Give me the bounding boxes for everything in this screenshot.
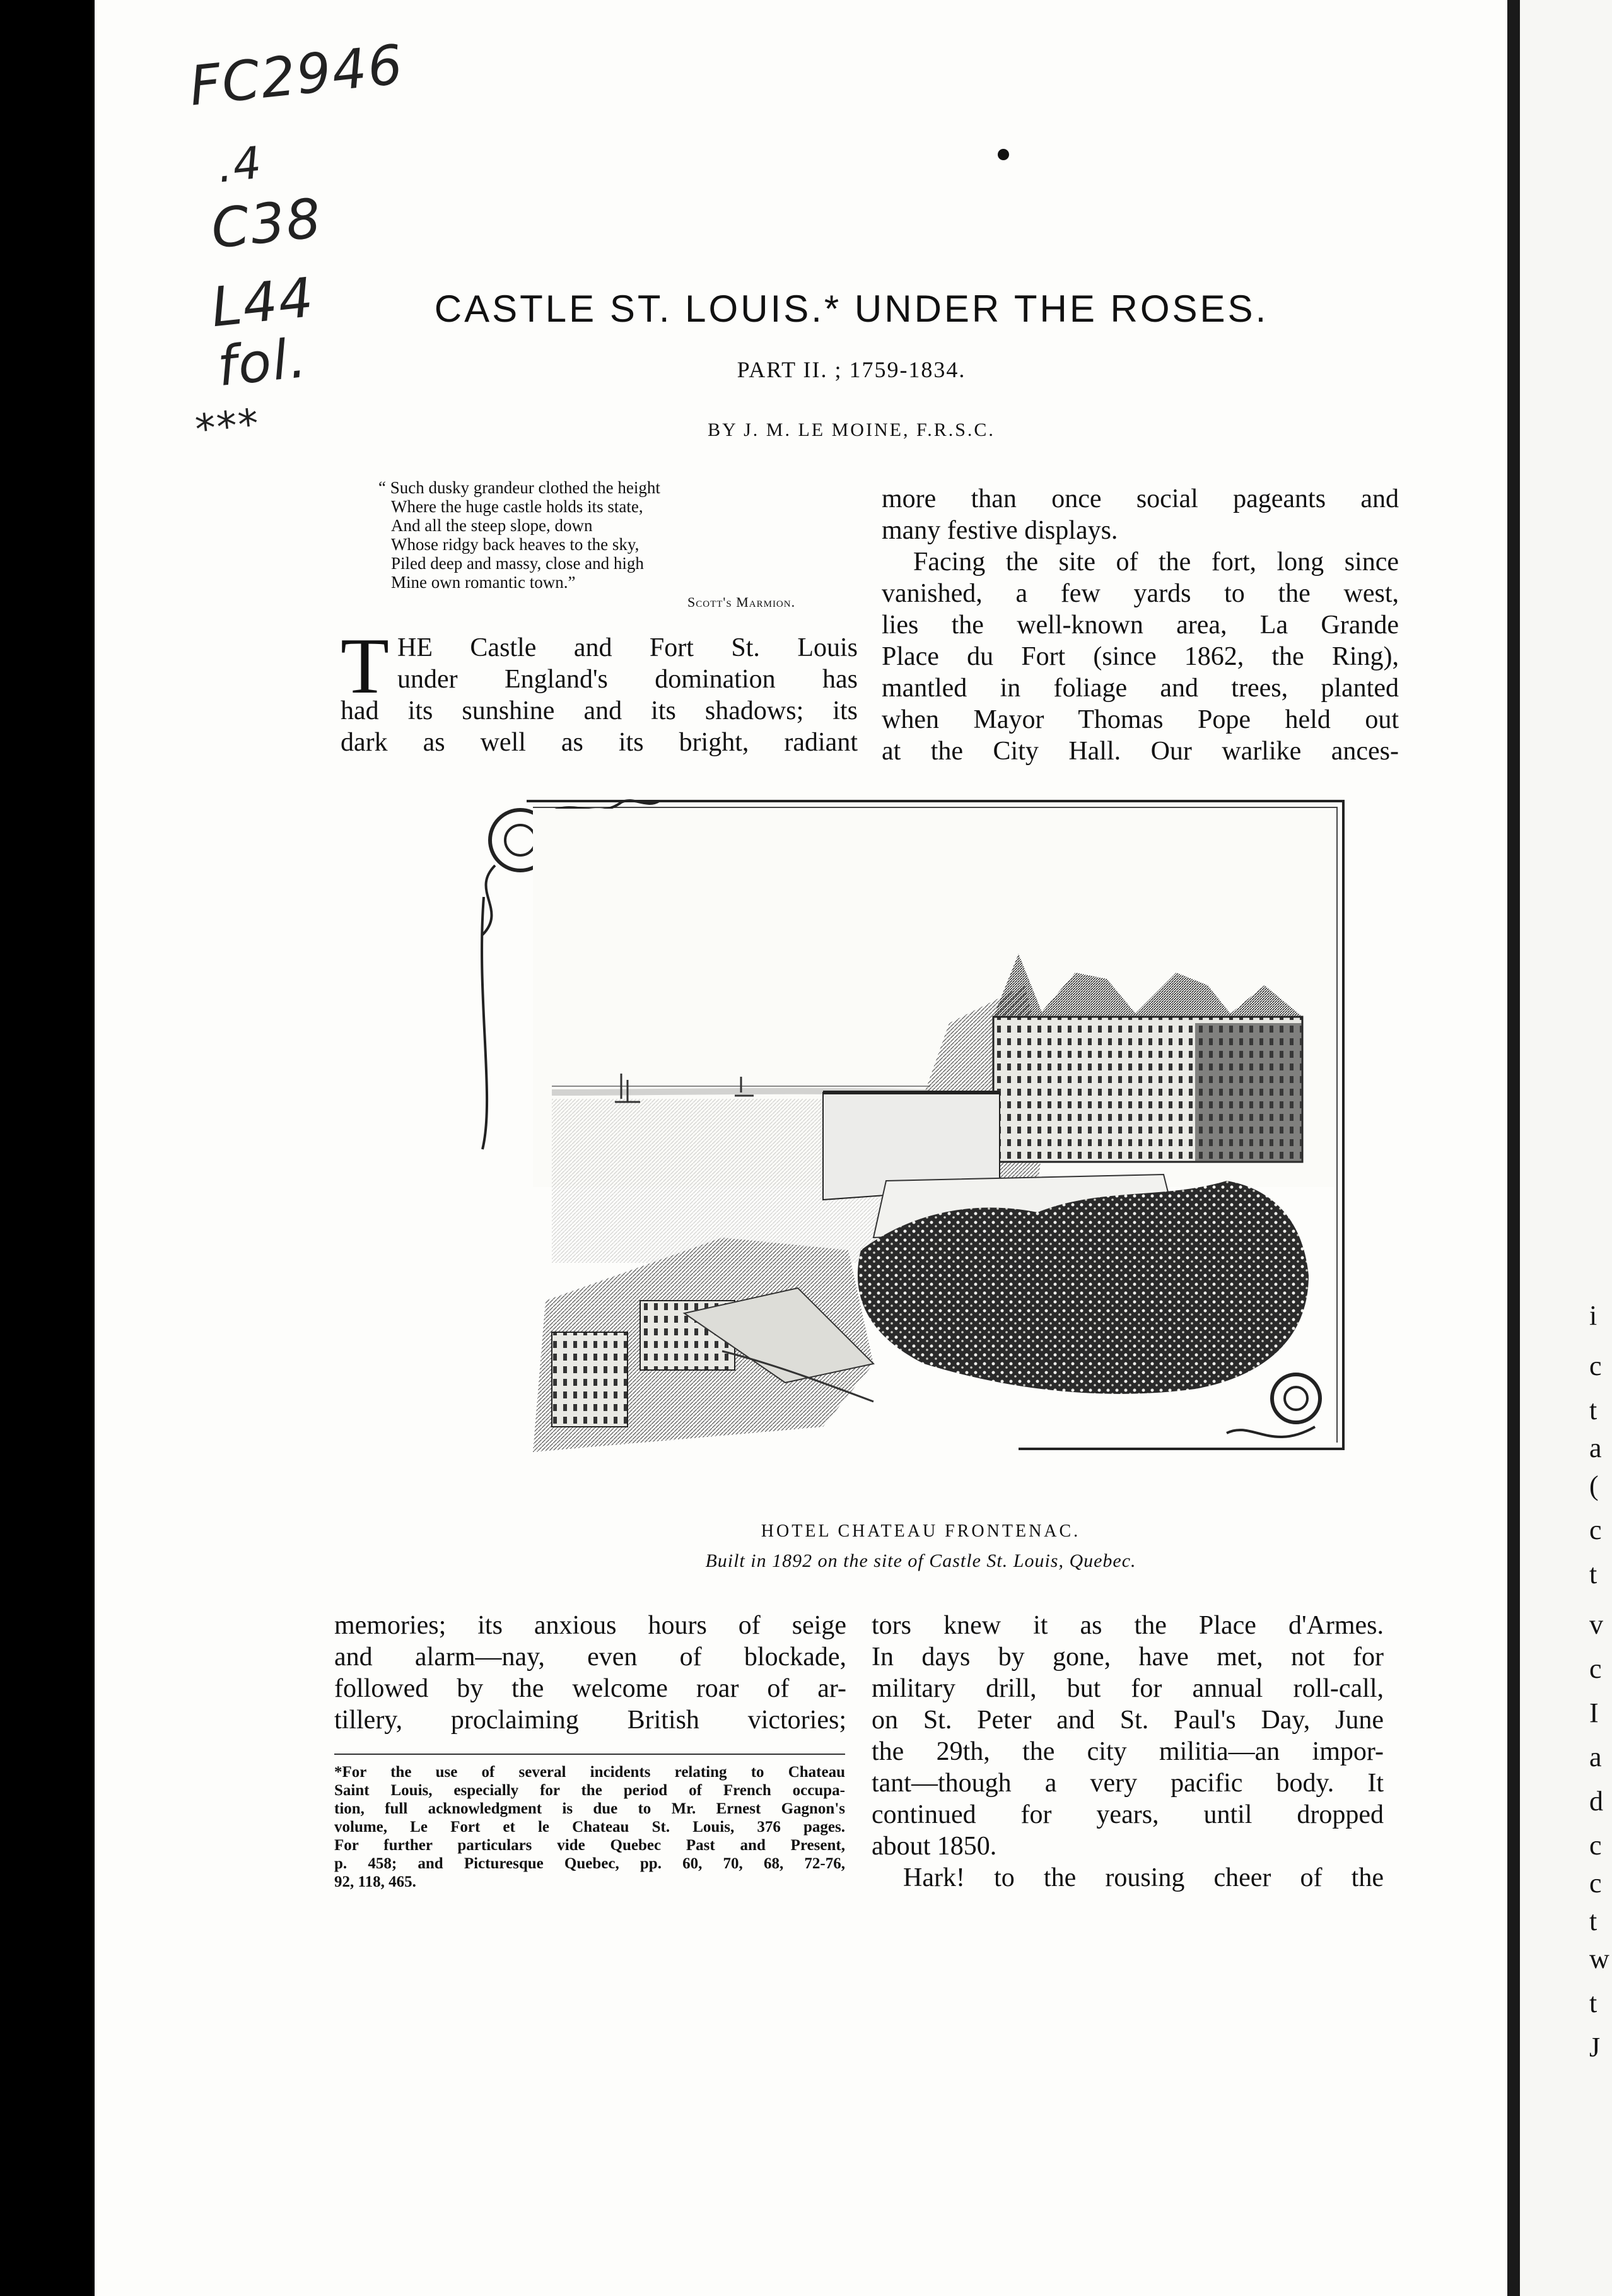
right-column-bottom [872,1610,1384,1894]
epigraph-line: Mine own romantic town.” [391,573,576,592]
body-line: dark as well as its bright, radiant [341,728,858,757]
right-column-top [882,483,1399,767]
body-line: about 1850. [872,1832,997,1861]
body-line: lies the well-known area, La Grande [882,611,1399,640]
body-line: when Mayor Thomas Pope held out [882,705,1399,734]
epigraph-line: Whose ridgy back heaves to the sky, [391,535,640,554]
body-line: In days by gone, have met, not for [872,1643,1384,1672]
adjacent-page-letter: c [1589,1830,1602,1861]
adjacent-page-letter: a [1589,1742,1602,1772]
body-line: military drill, but for annual roll-call, [872,1674,1384,1703]
adjacent-page-letter: c [1589,1350,1602,1381]
body-line: tors knew it as the Place d'Armes. [872,1611,1384,1640]
body-line: tillery, proclaiming British victories; [334,1706,846,1735]
body-line: more than once social pageants and [882,484,1399,513]
margin-note-4: L44 [208,266,318,340]
epigraph-line: And all the steep slope, down [391,516,593,535]
body-line: mantled in foliage and trees, planted [882,674,1399,703]
footnote-line: p. 458; and Picturesque Quebec, pp. 60, 70, 68, 72-76, [334,1855,845,1872]
ink-dot [998,149,1009,160]
margin-note-6: *** [193,400,262,454]
epigraph-source: Scott's Marmion. [687,594,796,610]
epigraph-line: “ Such dusky grandeur clothed the height [378,478,660,497]
adjacent-page-letter: I [1589,1697,1599,1728]
body-line: Hark! to the rousing cheer of the [903,1863,1384,1892]
adjacent-page-letter: c [1589,1653,1602,1684]
figure-caption-title: HOTEL CHATEAU FRONTENAC. [761,1521,1081,1541]
margin-note-5: fol. [214,326,310,399]
body-line: Facing the site of the fort, long since [913,548,1399,577]
adjacent-page-letter: v [1589,1609,1603,1640]
footnote-line: volume, Le Fort et le Chateau St. Louis, 376 pages. [334,1819,845,1836]
adjacent-page-letter: t [1589,1988,1597,2018]
left-column-bottom [334,1610,846,1736]
body-line: followed by the welcome roar of ar- [334,1674,846,1703]
body-line: on St. Peter and St. Paul's Day, June [872,1706,1384,1735]
adjacent-page-letter: i [1589,1300,1597,1331]
footnote-line: For further particulars vide Quebec Past and Present, [334,1837,845,1854]
adjacent-page-letter: d [1589,1786,1603,1817]
figure-caption-subtitle: Built in 1892 on the site of Castle St. Louis, Quebec. [705,1550,1136,1571]
adjacent-page-letter: J [1589,2032,1601,2063]
footnote [334,1763,845,1891]
adjacent-page-letter: t [1589,1906,1597,1936]
body-line: had its sunshine and its shadows; its [341,696,858,725]
footnote-line: Saint Louis, especially for the period of French occupa- [334,1782,845,1799]
body-line: at the City Hall. Our warlike ances- [882,737,1399,766]
adjacent-page-letter: t [1589,1559,1597,1590]
chateau-frontenac-engraving [470,796,1346,1471]
adjacent-page-letter: t [1589,1395,1597,1426]
body-line: and alarm—nay, even of blockade, [334,1643,846,1672]
article-byline: BY J. M. LE MOINE, F.R.S.C. [708,419,995,440]
article-part: PART II. ; 1759-1834. [737,357,966,382]
body-line: under England's domination has [397,665,858,694]
footnote-line: 92, 118, 465. [334,1873,416,1890]
margin-note-2: .4 [214,136,265,193]
adjacent-page-letter: w [1589,1943,1609,1974]
margin-note-3: C38 [208,187,325,261]
body-line: HE Castle and Fort St. Louis [397,633,858,662]
epigraph-line: Where the huge castle holds its state, [391,497,643,516]
margin-note-1: FC2946 [186,33,407,119]
article-title: CASTLE ST. LOUIS.* UNDER THE ROSES. [434,288,1269,330]
body-line: vanished, a few yards to the west, [882,579,1399,608]
footnote-rule [334,1754,845,1755]
body-line: many festive displays. [882,516,1118,545]
epigraph [378,478,832,592]
footnote-line: tion, full acknowledgment is due to Mr. Ernest Gagnon's [334,1800,845,1817]
adjacent-page-letter: c [1589,1514,1602,1545]
footnote-line: *For the use of several incidents relating to Chateau [334,1764,845,1781]
left-column-top [341,623,858,758]
epigraph-line: Piled deep and massy, close and high [391,554,644,573]
adjacent-page-letter: a [1589,1432,1602,1463]
body-line: the 29th, the city militia—an impor- [872,1737,1384,1766]
body-line: memories; its anxious hours of seige [334,1611,846,1640]
body-line: Place du Fort (since 1862, the Ring), [882,642,1399,671]
body-line: tant—though a very pacific body. It [872,1769,1384,1798]
body-line: continued for years, until dropped [872,1800,1384,1829]
adjacent-page-letter: c [1589,1868,1602,1899]
adjacent-page-letter: ( [1589,1470,1599,1501]
page-gutter [1507,0,1520,2296]
drop-cap: T [341,623,389,710]
